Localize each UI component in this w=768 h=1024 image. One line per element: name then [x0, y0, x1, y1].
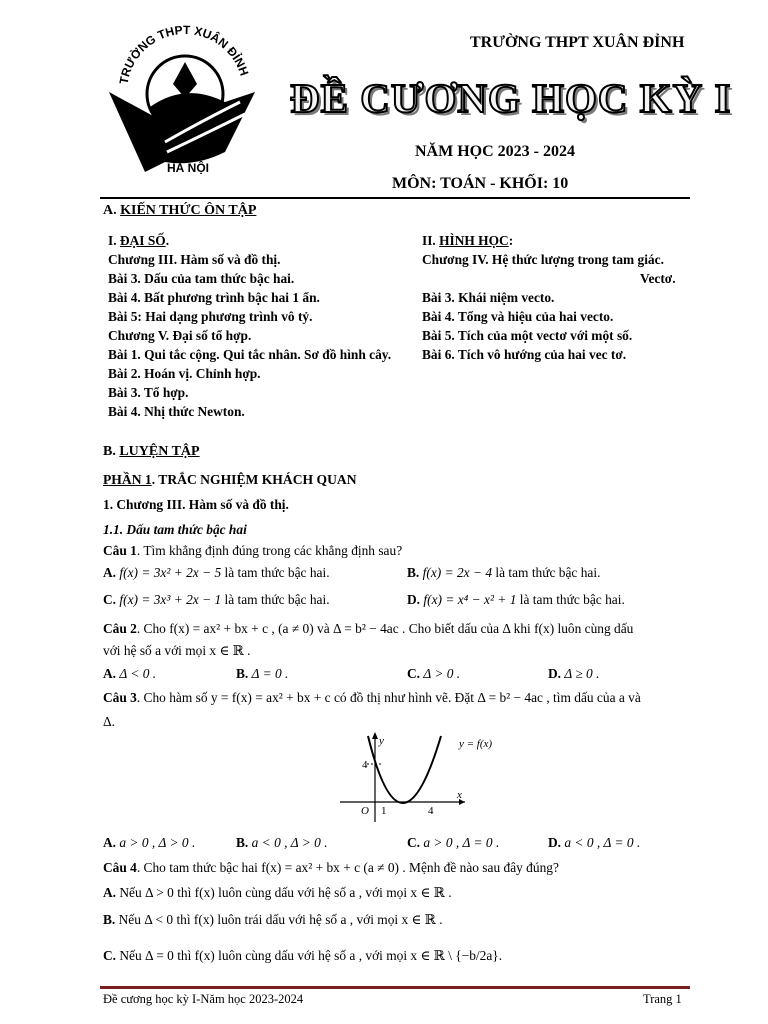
option-math: f(x) = 2x − 4: [422, 565, 493, 580]
q3-option-a[interactable]: [103, 835, 195, 851]
algebra-line: Bài 1. Qui tắc cộng. Qui tắc nhân. Sơ đồ hình cây.: [108, 347, 392, 362]
school-year: NĂM HỌC 2023 - 2024: [415, 143, 575, 160]
page-number: Trang 1: [643, 992, 682, 1006]
question-4: [103, 860, 559, 876]
question-label: Câu 1: [103, 543, 137, 558]
option-text: Nếu Δ = 0 thì f(x) luôn cùng dấu với hệ số a , với mọi x ∈ ℝ \ {−b/2a}.: [116, 948, 503, 963]
algebra-heading: [108, 233, 169, 249]
option-text: Nếu Δ < 0 thì f(x) luôn trái dấu với hệ số a , với mọi x ∈ ℝ .: [115, 912, 443, 927]
header-divider: [100, 197, 690, 199]
question-label: Câu 4: [103, 860, 137, 875]
algebra-title: ĐẠI SỐ: [119, 233, 166, 248]
geometry-title: HÌNH HỌC: [439, 233, 509, 248]
section-b-label: B.: [103, 444, 120, 459]
q2-option-a[interactable]: [103, 666, 156, 682]
logo-ring-text: TRƯỜNG THPT XUÂN ĐỈNH: [116, 22, 252, 86]
option-key: B.: [407, 565, 420, 580]
algebra-line: Bài 2. Hoán vị. Chỉnh hợp.: [108, 366, 261, 381]
school-name: TRƯỜNG THPT XUÂN ĐỈNH: [470, 34, 685, 51]
question-3-cont: Δ.: [103, 714, 115, 729]
q1-option-b[interactable]: [407, 565, 600, 581]
option-text: Nếu Δ > 0 thì f(x) luôn cùng dấu với hệ số a , với mọi x ∈ ℝ .: [116, 885, 452, 900]
subsection-heading: 1.1. Dấu tam thức bậc hai: [103, 522, 247, 537]
part-heading: [103, 472, 357, 488]
option-key: B.: [103, 912, 116, 927]
logo-city: HÀ NỘI: [167, 161, 209, 175]
option-math: f(x) = 3x² + 2x − 5: [119, 565, 222, 580]
option-key: C.: [103, 948, 117, 963]
option-math: a > 0 , Δ = 0 .: [423, 835, 500, 850]
q1-option-a[interactable]: [103, 565, 330, 581]
option-math: Δ > 0 .: [423, 666, 461, 681]
logo-emblem: [105, 22, 265, 180]
option-math: f(x) = 3x³ + 2x − 1: [119, 592, 222, 607]
subject-grade: MÔN: TOÁN - KHỐI: 10: [392, 175, 569, 192]
question-2-cont: với hệ số a với mọi x ∈ ℝ .: [103, 643, 251, 658]
q2-option-b[interactable]: [236, 666, 288, 682]
option-key: A.: [103, 835, 117, 850]
q4-option-c[interactable]: [103, 948, 502, 964]
section-b-heading: [103, 444, 200, 460]
option-key: B.: [236, 835, 249, 850]
geometry-line: Chương IV. Hệ thức lượng trong tam giác.: [422, 252, 664, 267]
q4-option-b[interactable]: [103, 912, 443, 928]
question-1: [103, 543, 402, 559]
q3-option-d[interactable]: [548, 835, 640, 851]
question-text: . Cho tam thức bậc hai f(x) = ax² + bx + c (a ≠ 0) . Mệnh đề nào sau đây đúng?: [136, 860, 559, 875]
geometry-line: Bài 3. Khái niệm vecto.: [422, 290, 555, 305]
y-axis-arrow: [372, 732, 378, 739]
q3-option-b[interactable]: [236, 835, 328, 851]
option-math: f(x) = x⁴ − x² + 1: [423, 592, 517, 607]
part-title: . TRẮC NGHIỆM KHÁCH QUAN: [151, 472, 357, 487]
option-text: là tam thức bậc hai.: [221, 565, 330, 580]
geometry-line: Bài 6. Tích vô hướng của hai vec tơ.: [422, 347, 627, 362]
x-tick-label-1: 1: [381, 805, 387, 817]
x-tick-label-4: 4: [428, 805, 434, 817]
section-b-title: LUYỆN TẬP: [119, 444, 200, 459]
geometry-prefix: II.: [422, 233, 440, 248]
option-key: A.: [103, 565, 117, 580]
x-axis-label: x: [457, 789, 462, 801]
option-key: A.: [103, 885, 117, 900]
school-logo: [105, 22, 265, 180]
section-a-label: A.: [103, 203, 121, 218]
y-tick-label: 4: [362, 759, 368, 771]
option-key: B.: [236, 666, 249, 681]
option-key: A.: [103, 666, 117, 681]
option-math: a > 0 , Δ > 0 .: [119, 835, 196, 850]
question-text: . Cho f(x) = ax² + bx + c , (a ≠ 0) và Δ = b² − 4ac . Cho biết dấu của Δ khi f(x) luôn cùng dấu: [136, 621, 634, 636]
question-label: Câu 3: [103, 690, 137, 705]
option-key: C.: [407, 666, 421, 681]
footer-divider: [100, 986, 690, 989]
geometry-line: Bài 4. Tổng và hiệu của hai vecto.: [422, 309, 614, 324]
question-text: . Cho hàm số y = f(x) = ax² + bx + c có đồ thị như hình vẽ. Đặt Δ = b² − 4ac , tìm dấu của a và: [136, 690, 641, 705]
option-key: D.: [548, 835, 562, 850]
question-label: Câu 2: [103, 621, 137, 636]
option-key: C.: [407, 835, 421, 850]
question-2: [103, 621, 633, 637]
option-text: là tam thức bậc hai.: [492, 565, 601, 580]
chapter-heading: 1. Chương III. Hàm số và đồ thị.: [103, 497, 289, 512]
geometry-suffix: :: [508, 233, 514, 248]
option-math: Δ < 0 .: [119, 666, 157, 681]
option-text: là tam thức bậc hai.: [221, 592, 330, 607]
y-axis-label: y: [379, 735, 384, 747]
section-a-title: KIẾN THỨC ÔN TẬP: [120, 203, 257, 218]
algebra-prefix: I.: [108, 233, 120, 248]
q4-option-a[interactable]: [103, 885, 452, 901]
algebra-line: Chương III. Hàm số và đồ thị.: [108, 252, 281, 267]
option-key: D.: [407, 592, 421, 607]
geometry-heading: [422, 233, 513, 249]
q2-option-d[interactable]: [548, 666, 599, 682]
algebra-line: Bài 5: Hai dạng phương trình vô tỷ.: [108, 309, 313, 324]
q2-option-c[interactable]: [407, 666, 460, 682]
curve-label: y = f(x): [459, 738, 493, 750]
document-title: ĐỀ CƯƠNG HỌC KỲ I: [290, 75, 732, 121]
part-label: PHẦN 1: [103, 472, 152, 487]
algebra-line: Chương V. Đại số tổ hợp.: [108, 328, 252, 343]
option-math: Δ = 0 .: [251, 666, 289, 681]
algebra-line: Bài 3. Tổ hợp.: [108, 385, 189, 400]
parabola-graph: [335, 730, 535, 826]
section-a-heading: [103, 203, 256, 219]
algebra-line: Bài 4. Nhị thức Newton.: [108, 404, 245, 419]
q3-option-c[interactable]: [407, 835, 499, 851]
option-text: là tam thức bậc hai.: [516, 592, 625, 607]
geometry-line: Bài 5. Tích của một vectơ với một số.: [422, 328, 633, 343]
algebra-line: Bài 3. Dấu của tam thức bậc hai.: [108, 271, 295, 286]
algebra-suffix: .: [165, 233, 170, 248]
q1-option-d[interactable]: [407, 592, 625, 608]
question-3: [103, 690, 641, 706]
question-text: . Tìm khẳng định đúng trong các khẳng định sau?: [136, 543, 403, 558]
algebra-line: Bài 4. Bất phương trình bậc hai 1 ẩn.: [108, 290, 320, 305]
geometry-line: Vectơ.: [640, 271, 676, 286]
option-math: a < 0 , Δ > 0 .: [251, 835, 328, 850]
option-math: a < 0 , Δ = 0 .: [564, 835, 641, 850]
footer-left: Đề cương học kỳ I-Năm học 2023-2024: [103, 992, 304, 1006]
origin-label: O: [361, 805, 369, 817]
option-key: D.: [548, 666, 562, 681]
option-math: Δ ≥ 0 .: [564, 666, 600, 681]
option-key: C.: [103, 592, 117, 607]
q1-option-c[interactable]: [103, 592, 330, 608]
